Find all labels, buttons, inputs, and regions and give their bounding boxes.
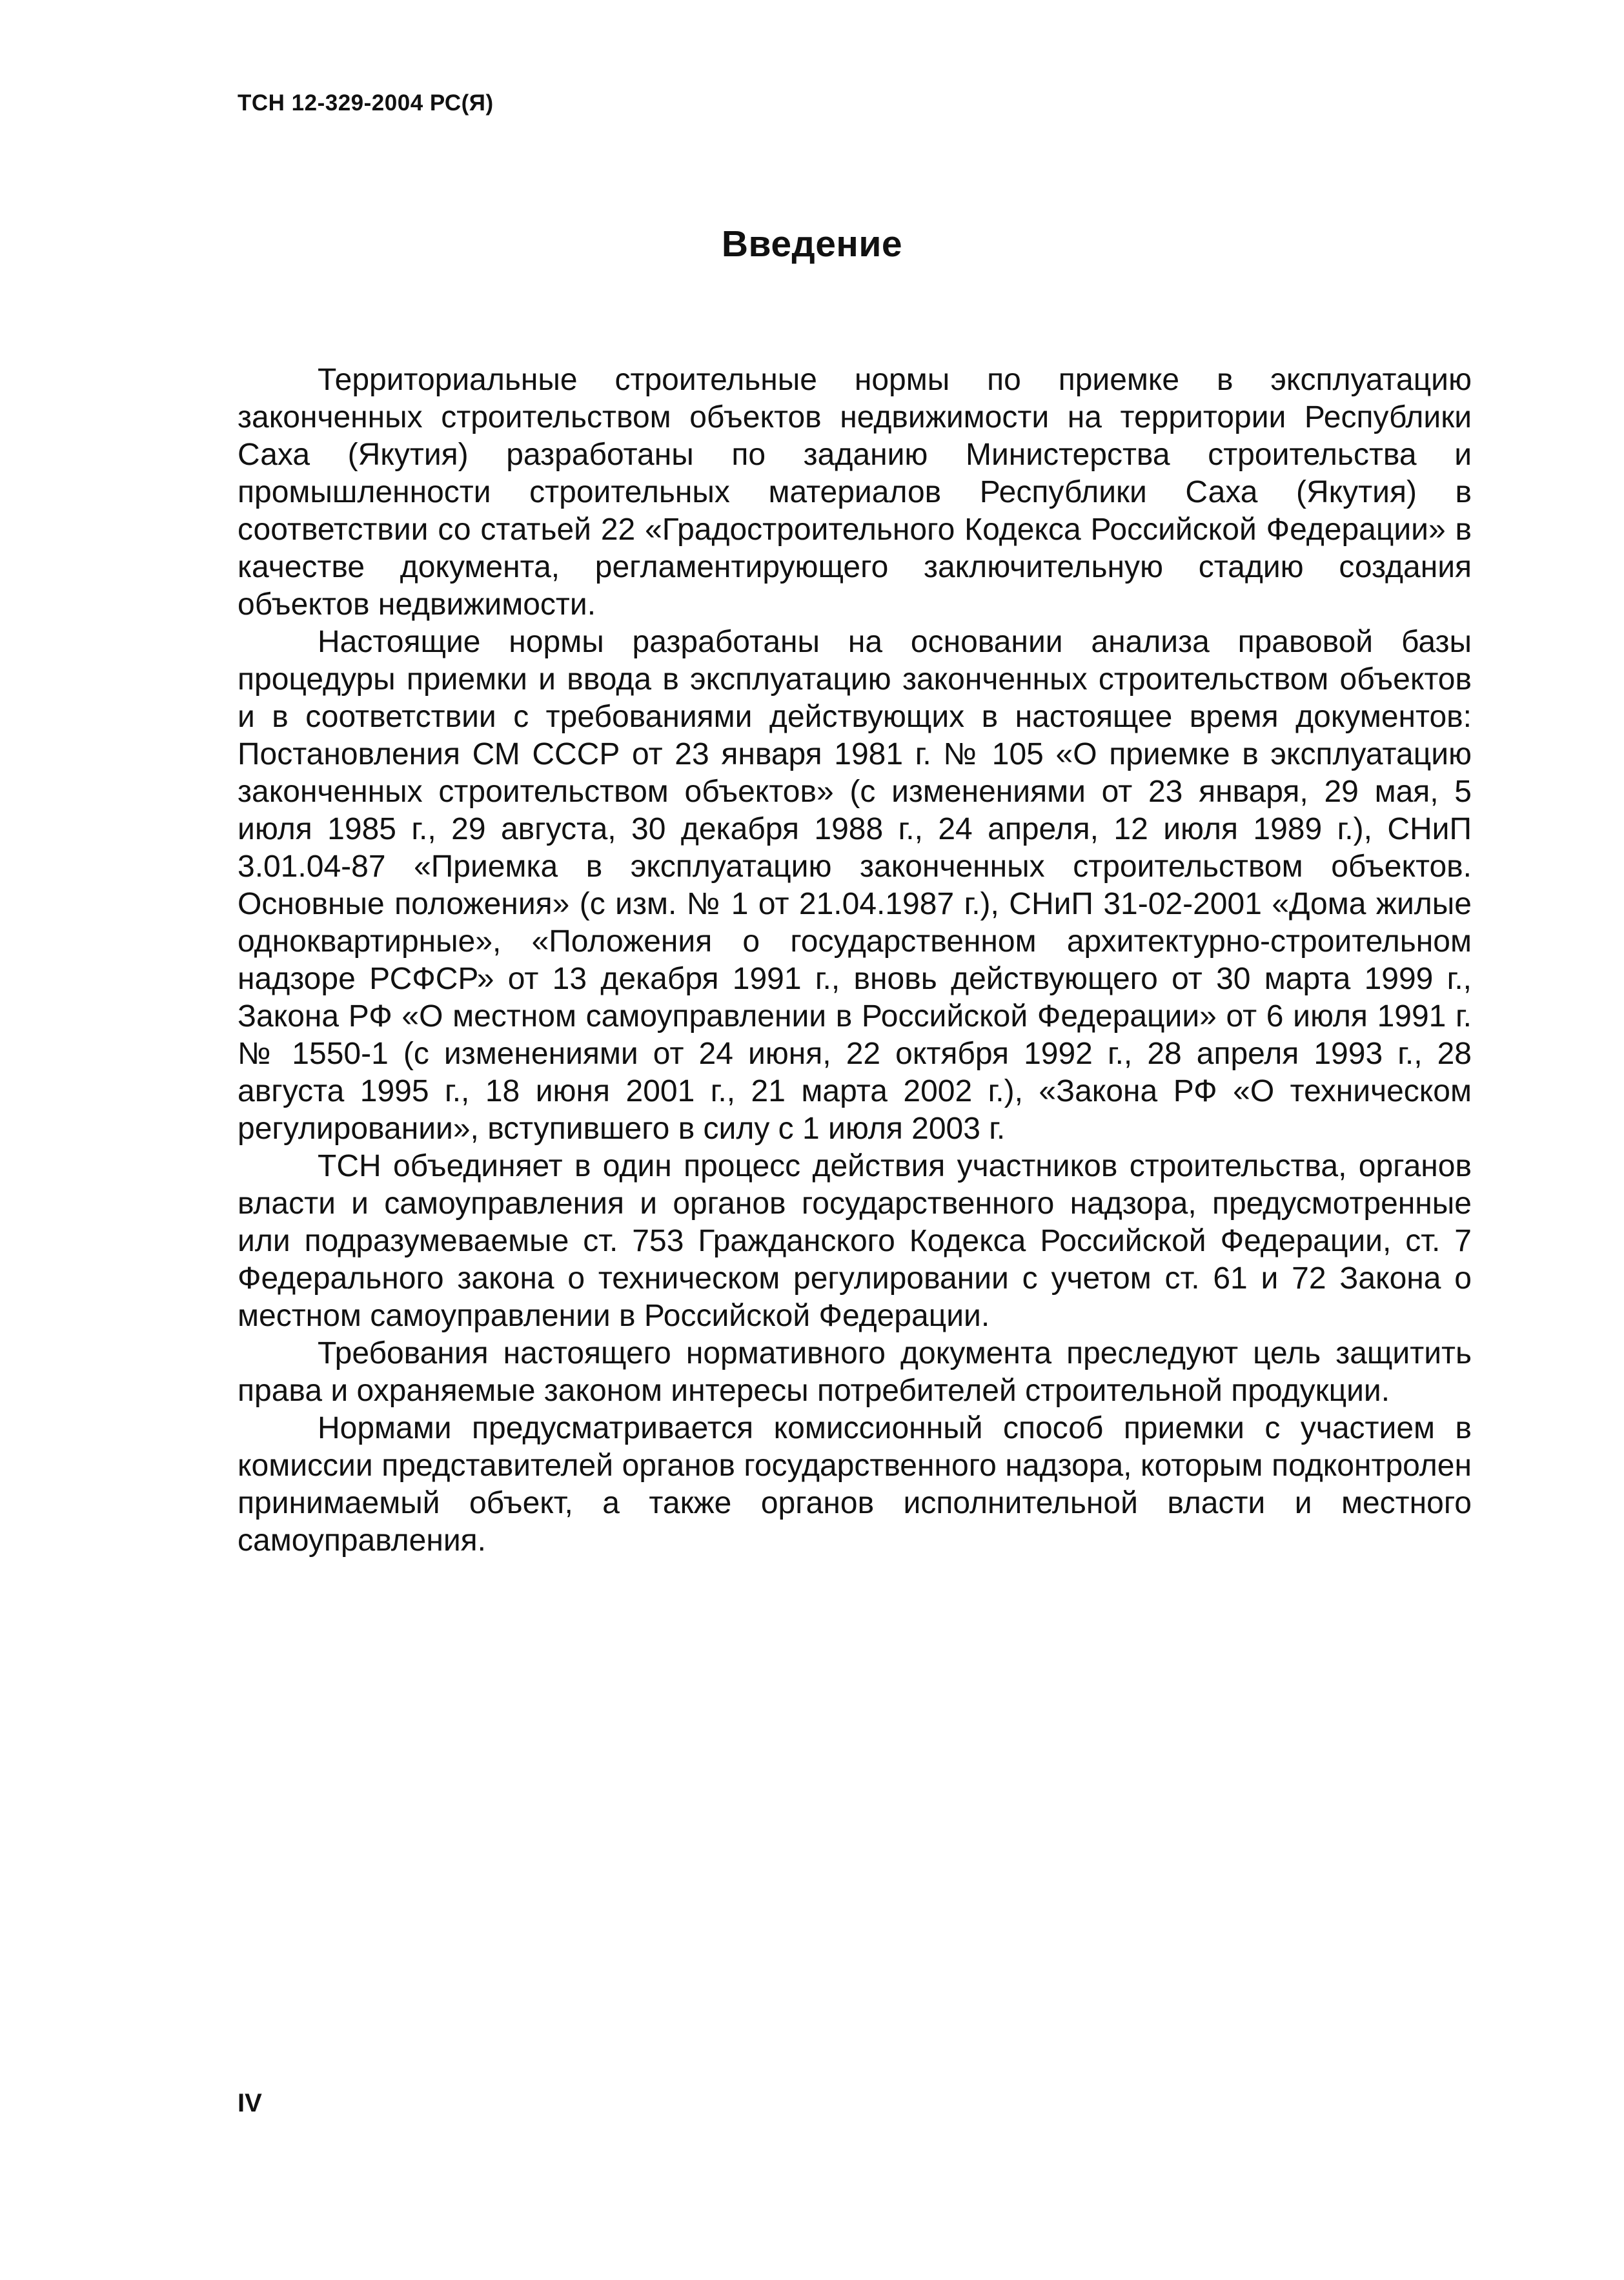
page-title: Введение [721,223,903,265]
paragraph-4: Требования настоящего нормативного документа преследуют цель защитить права и охраняемые законом интересы потребителей строительной продукции. [238,1336,1472,1408]
paragraph-2: Настоящие нормы разработаны на основании анализа правовой базы процедуры приемки и ввода в эксплуатацию законченных строительством объектов и в соответствии с требованиями действующих в настоящее время документов: Постановления СМ СССР от 23 января 1981 г. № 105 «О приемке в эксплуатацию законченных строительством объектов» (с изменениями от 23 января, 29 мая, 5 июля 1985 г., 29 августа, 30 декабря 1988 г., 24 апреля, 12 июля 1989 г.), СНиП 3.01.04-87 «Приемка в эксплуатацию законченных строительством объектов. Основные положения» (с изм. № 1 от 21.04.1987 г.), СНиП 31-02-2001 «Дома жилые одноквартирные», «Положения о государственном архитектурно-строительном надзоре РСФСР» от 13 декабря 1991 г., вновь действующего от 30 марта 1999 г., Закона РФ «О местном самоуправлении в Российской Федерации» от 6 июля 1991 г. № 1550-1 (с изменениями от 24 июня, 22 октября 1992 г., 28 апреля 1993 г., 28 августа 1995 г., 18 июня 2001 г., 21 марта 2002 г.), «Закона РФ «О техническом регулировании», вступившего в силу с 1 июля 2003 г. [238,625,1472,1146]
paragraph-5: Нормами предусматривается комиссионный способ приемки с участием в комиссии представителей органов государственного надзора, которым подконтролен принимаемый объект, а также органов исполнительной власти и местного самоуправления. [238,1411,1472,1558]
page-number: IV [238,2089,262,2117]
introduction-body [238,361,1472,1560]
paragraph-1: Территориальные строительные нормы по приемке в эксплуатацию законченных строительством объектов недвижимости на территории Республики Саха (Якутия) разработаны по заданию Министерства строительства и промышленности строительных материалов Республики Саха (Якутия) в соответствии со статьей 22 «Градостроительного Кодекса Российской Федерации» в качестве документа, регламентирующего заключительную стадию создания объектов недвижимости. [238,363,1472,622]
document-code: ТСН 12-329-2004 РС(Я) [238,90,494,116]
paragraph-3: ТСН объединяет в один процесс действия участников строительства, органов власти и самоуправления и органов государственного надзора, предусмотренные или подразумеваемые ст. 753 Гражданского Кодекса Российской Федерации, ст. 7 Федерального закона о техническом регулировании с учетом ст. 61 и 72 Закона о местном самоуправлении в Российской Федерации. [238,1149,1472,1333]
